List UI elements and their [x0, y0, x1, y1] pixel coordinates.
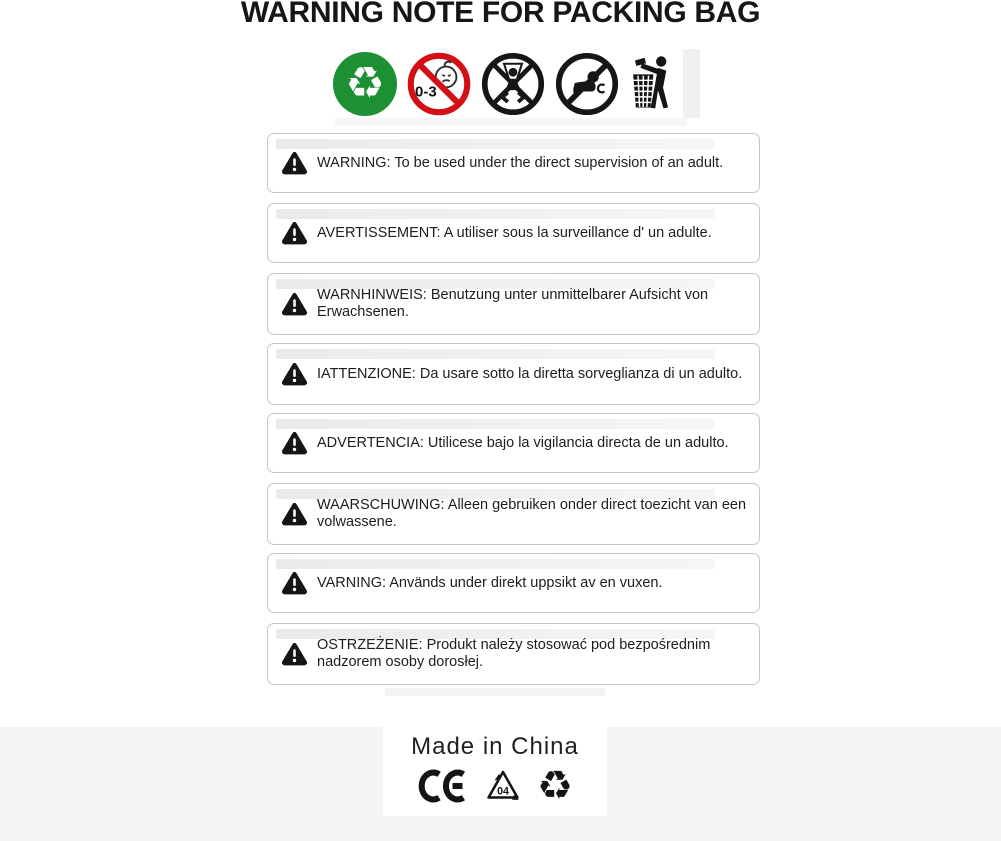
warning-triangle-icon — [281, 221, 308, 245]
warning-box-french — [267, 203, 760, 263]
warning-triangle-icon — [281, 362, 308, 386]
warning-text: OSTRZEŻENIE: Produkt należy stosować pod bezpośrednim nadzorem osoby dorosłej. — [317, 637, 711, 670]
warning-text: ADVERTENCIA: Utilicese bajo la vigilancia directa de un adulto. — [317, 434, 729, 451]
warning-box-german — [267, 273, 760, 335]
resin-code-label: 04 — [497, 785, 509, 798]
watermark-artifact — [276, 209, 715, 219]
warning-text: WARNHINWEIS: Benutzung unter unmittelbarer Aufsicht von Erwachsenen. — [317, 287, 709, 320]
warning-triangle-icon — [281, 431, 308, 455]
warning-text: WAARSCHUWING: Alleen gebruiken onder direct toezicht van een volwassene. — [317, 497, 747, 530]
warning-box-english — [267, 133, 760, 193]
dispose-properly-icon — [629, 53, 675, 115]
warning-text: WARNING: To be used under the direct supervision of an adult. — [317, 154, 724, 171]
warning-box-spanish — [267, 413, 760, 473]
watermark-artifact — [276, 419, 715, 429]
warning-triangle-icon — [281, 502, 308, 526]
warning-triangle-icon — [281, 642, 308, 666]
footer-icon-row — [417, 763, 573, 809]
warning-text: IATTENZIONE: Da usare sotto la diretta sorveglianza di un adulto. — [317, 365, 743, 382]
suffocation-hazard-icon — [481, 52, 545, 116]
warning-box-dutch — [267, 483, 760, 545]
recyclable-icon — [333, 52, 397, 116]
watermark-artifact — [335, 118, 687, 126]
warning-box-polish — [267, 623, 760, 685]
hazard-icon-row — [333, 52, 675, 116]
watermark-artifact — [683, 49, 700, 118]
warning-triangle-icon — [281, 292, 308, 316]
warning-text: VARNING: Används under direkt uppsikt av en vuxen. — [317, 574, 663, 591]
recycle-mobius-icon: ♻ — [537, 763, 573, 809]
page-title: WARNING NOTE FOR PACKING BAG — [240, 0, 761, 29]
footer-card — [383, 724, 607, 816]
warning-box-italian — [267, 343, 760, 405]
resin-code-04-icon — [486, 767, 520, 805]
made-in-china-label: Made in China — [411, 733, 579, 760]
watermark-artifact — [276, 139, 715, 149]
ce-mark-icon — [417, 768, 469, 804]
keep-away-from-babies-icon — [555, 52, 619, 116]
watermark-artifact — [276, 559, 715, 569]
recycle-glyph: ♻ — [345, 58, 385, 109]
watermark-artifact — [385, 688, 605, 696]
watermark-artifact — [276, 349, 715, 359]
warning-triangle-icon — [281, 151, 308, 175]
warning-text: AVERTISSEMENT: A utiliser sous la surveillance d' un adulte. — [317, 224, 712, 241]
warning-triangle-icon — [281, 571, 308, 595]
warning-box-swedish — [267, 553, 760, 613]
not-for-children-0-3-icon — [407, 52, 471, 116]
age-range-label: 0-3 — [415, 83, 437, 101]
